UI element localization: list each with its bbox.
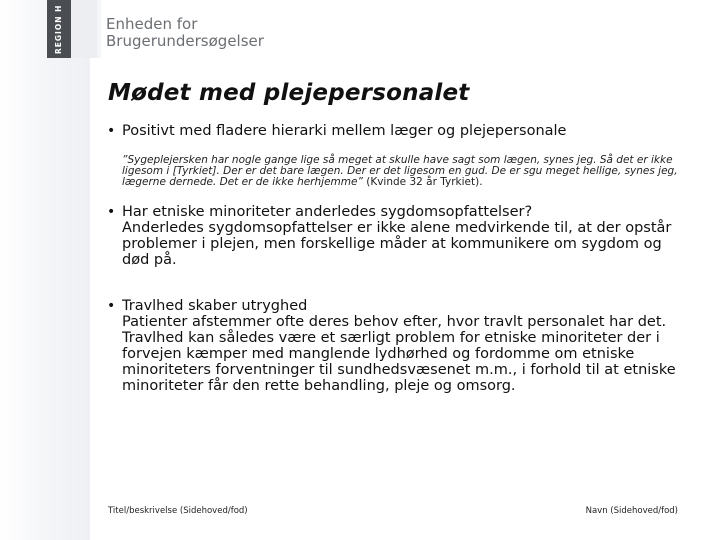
organization-name-line2: Brugerundersøgelser (106, 32, 264, 50)
bullet-dot: • (107, 298, 116, 314)
footer-title: Titel/beskrivelse (Sidehoved/fod) (108, 506, 248, 516)
bullet-2 (107, 204, 692, 220)
bullet-1-heading: Positivt med fladere hierarki mellem læger og plejepersonale (122, 123, 567, 139)
bullet-2-heading: Har etniske minoriteter anderledes sygdomsopfattelser? (122, 204, 533, 220)
quote-source: (Kvinde 32 år Tyrkiet). (366, 176, 483, 188)
slide-content (107, 123, 692, 394)
header-logo-area (0, 0, 720, 62)
quote-text: ”Sygeplejersken har nogle gange lige så meget at skulle have sagt som lægen, synes jeg. Så det er ikke ligesom i [Tyrkiet]. Der er det bare lægen. Der er det ligesom en gud. De er sgu meget hellige, synes jeg, lægerne dernede. Det er de ikke herhjemme” (122, 154, 678, 188)
bullet-3 (107, 298, 692, 314)
bullet-3-body: Patienter afstemmer ofte deres behov efter, hvor travlt personalet har det. Travlhed kan således være et særligt problem for etniske minoriteter der i forvejen kæmper med manglende lydhørhed og fordomme om etniske minoriteters forventninger til sundhedsvæsenet m.m., i forhold til at etniske minoriteter får den rette behandling, pleje og omsorg. (122, 314, 676, 394)
region-logo-text: REGION H (54, 4, 63, 54)
bullet-1 (107, 123, 692, 139)
bullet-1-quote (122, 155, 692, 188)
organization-name-line1: Enheden for (106, 15, 198, 33)
bullet-2-body: Anderledes sygdomsopfattelser er ikke alene medvirkende til, at der opstår problemer i plejen, men forskellige måder at kommunikere om sygdom og død på. (122, 220, 672, 268)
bullet-dot: • (107, 123, 116, 139)
footer-author: Navn (Sidehoved/fod) (585, 506, 678, 516)
organization-name (106, 16, 264, 50)
logo-decoration (71, 0, 97, 58)
bullet-dot: • (107, 204, 116, 220)
slide-title: Mødet med plejepersonalet (108, 80, 470, 106)
bullet-3-heading: Travlhed skaber utryghed (122, 298, 308, 314)
logo-decoration-thin (97, 0, 101, 58)
decorative-side-band (0, 0, 90, 540)
